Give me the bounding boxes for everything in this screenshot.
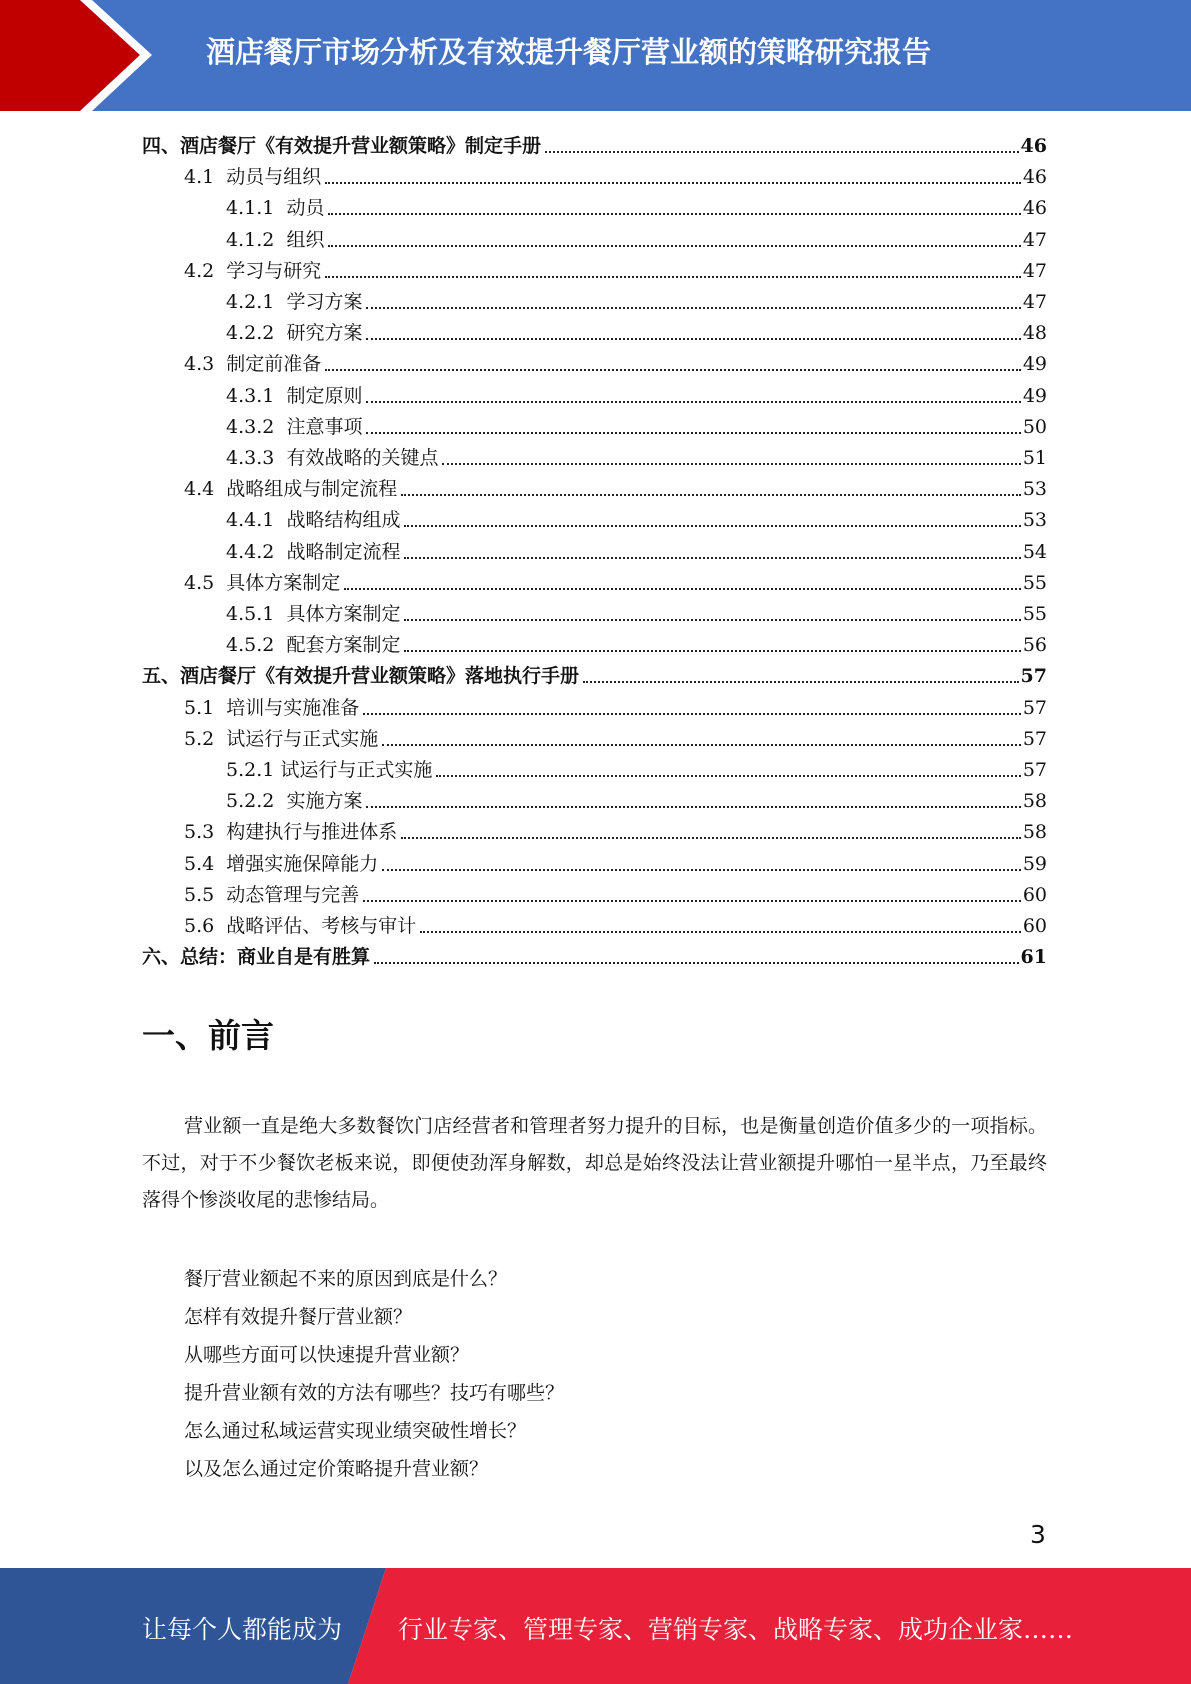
toc-entry-label: 组织 xyxy=(286,228,325,251)
toc-entry-label: 增强实施保障能力 xyxy=(226,852,379,875)
toc-entry-label: 制定前准备 xyxy=(226,353,322,376)
toc-entry-label: 培训与实施准备 xyxy=(226,696,360,719)
toc-entry[interactable] xyxy=(184,721,1047,752)
toc-entry-page: 54 xyxy=(1022,540,1047,563)
toc-entry-number: 4.4.1 xyxy=(226,509,287,532)
toc-entry-page: 60 xyxy=(1022,915,1047,937)
toc-entry[interactable] xyxy=(184,690,1047,721)
toc-entry-number: 5.5 xyxy=(184,883,227,906)
toc-dot-leader xyxy=(366,338,1020,340)
question-item: 提升营业额有效的方法有哪些？技巧有哪些？ xyxy=(184,1382,565,1404)
toc-dot-leader xyxy=(404,525,1020,527)
toc-entry-number: 5.2.2 xyxy=(226,790,287,813)
toc-entry-number: 4.3.2 xyxy=(226,415,287,438)
toc-entry-page: 55 xyxy=(1022,571,1047,594)
toc-entry-number: 5.2.1 xyxy=(226,759,281,781)
toc-dot-leader xyxy=(420,931,1021,933)
toc-entry-number: 4.1.1 xyxy=(226,197,287,220)
page-number: 3 xyxy=(1030,1520,1046,1549)
toc-dot-leader xyxy=(366,432,1020,434)
toc-entry-label: 实施方案 xyxy=(286,790,363,813)
toc-entry[interactable] xyxy=(226,284,1047,315)
toc-entry-number: 4.2 xyxy=(184,259,227,282)
question-item: 从哪些方面可以快速提升营业额？ xyxy=(184,1344,470,1366)
toc-entry-page: 56 xyxy=(1022,634,1047,657)
toc-entry-number: 4.3.1 xyxy=(226,384,287,407)
toc-dot-leader xyxy=(328,245,1020,247)
toc-dot-leader xyxy=(366,401,1020,403)
toc-entry[interactable] xyxy=(142,128,1047,159)
toc-entry[interactable] xyxy=(226,596,1047,627)
toc-entry-page: 49 xyxy=(1022,384,1047,407)
toc-entry[interactable] xyxy=(226,315,1047,346)
toc-entry-number: 5.6 xyxy=(184,915,227,937)
toc-entry[interactable] xyxy=(184,346,1047,377)
toc-entry-number: 4.5.2 xyxy=(226,634,287,657)
toc-entry[interactable] xyxy=(184,814,1047,845)
toc-dot-leader xyxy=(363,900,1021,902)
toc-entry[interactable] xyxy=(142,939,1047,970)
toc-entry-number: 5.4 xyxy=(184,852,227,875)
toc-entry-label: 研究方案 xyxy=(286,322,363,345)
toc-entry[interactable] xyxy=(226,409,1047,440)
question-item: 怎样有效提升餐厅营业额？ xyxy=(184,1306,413,1328)
toc-entry[interactable] xyxy=(184,565,1047,596)
section-heading: 一、前言 xyxy=(142,1016,274,1055)
page-header xyxy=(0,0,1191,111)
toc-dot-leader xyxy=(404,650,1020,652)
toc-entry-label: 动态管理与完善 xyxy=(226,883,360,906)
toc-dot-leader xyxy=(404,557,1020,559)
toc-dot-leader xyxy=(328,213,1020,215)
toc-entry-number: 4.5 xyxy=(184,571,227,594)
toc-entry-number: 4.4 xyxy=(184,478,227,501)
toc-entry-page: 53 xyxy=(1022,478,1047,501)
toc-entry-number: 4.1.2 xyxy=(226,228,287,251)
toc-entry-page: 46 xyxy=(1020,135,1047,157)
toc-dot-leader xyxy=(325,369,1021,371)
toc-dot-leader xyxy=(401,837,1021,839)
toc-entry[interactable] xyxy=(226,627,1047,658)
toc-dot-leader xyxy=(442,463,1020,465)
toc-entry-page: 46 xyxy=(1022,166,1047,189)
toc-entry-label: 动员 xyxy=(286,197,325,220)
toc-entry[interactable] xyxy=(184,159,1047,190)
toc-entry-page: 57 xyxy=(1020,665,1047,688)
toc-entry-number: 5.1 xyxy=(184,696,227,719)
toc-entry-label: 配套方案制定 xyxy=(286,634,401,657)
toc-entry-label: 注意事项 xyxy=(286,415,363,438)
toc-entry-label: 学习与研究 xyxy=(226,259,322,282)
toc-entry-label: 试运行与正式实施 xyxy=(280,759,433,781)
footer-slogan-left: 让每个人都能成为 xyxy=(142,1615,343,1644)
toc-dot-leader xyxy=(583,681,1019,683)
toc-dot-leader xyxy=(382,869,1021,871)
toc-entry-page: 61 xyxy=(1020,946,1047,969)
toc-entry-page: 47 xyxy=(1022,228,1047,251)
toc-entry-page: 58 xyxy=(1022,821,1047,844)
toc-entry-label: 战略组成与制定流程 xyxy=(226,478,398,501)
toc-entry-label: 制定原则 xyxy=(286,384,363,407)
page-footer xyxy=(0,1568,1191,1684)
toc-entry-page: 47 xyxy=(1022,259,1047,282)
toc-entry-label: 战略评估、考核与审计 xyxy=(226,915,417,937)
toc-entry-label: 四、酒店餐厅《有效提升营业额策略》制定手册 xyxy=(142,135,542,157)
toc-entry-page: 46 xyxy=(1022,197,1047,220)
toc-entry[interactable] xyxy=(184,908,1047,939)
toc-entry-page: 50 xyxy=(1022,415,1047,438)
toc-entry[interactable] xyxy=(226,440,1047,471)
toc-entry[interactable] xyxy=(226,378,1047,409)
toc-entry[interactable] xyxy=(226,502,1047,533)
report-title: 酒店餐厅市场分析及有效提升餐厅营业额的策略研究报告 xyxy=(206,35,932,69)
toc-entry[interactable] xyxy=(226,783,1047,814)
toc-entry-page: 51 xyxy=(1022,447,1047,469)
toc-entry[interactable] xyxy=(184,253,1047,284)
toc-entry-number: 4.1 xyxy=(184,166,227,189)
toc-entry-number: 5.2 xyxy=(184,727,227,750)
toc-entry[interactable] xyxy=(184,877,1047,908)
toc-entry-label: 五、酒店餐厅《有效提升营业额策略》落地执行手册 xyxy=(142,665,580,688)
toc-entry-label: 有效战略的关键点 xyxy=(286,447,439,469)
toc-entry-label: 战略制定流程 xyxy=(286,540,401,563)
toc-entry-label: 具体方案制定 xyxy=(226,571,341,594)
toc-dot-leader xyxy=(436,775,1020,777)
toc-dot-leader xyxy=(344,588,1021,590)
toc-entry-number: 4.2.2 xyxy=(226,322,287,345)
toc-entry-label: 六、总结：商业自是有胜算 xyxy=(142,946,371,969)
toc-entry-page: 60 xyxy=(1022,883,1047,906)
toc-entry-page: 59 xyxy=(1022,852,1047,875)
toc-entry-number: 5.3 xyxy=(184,821,227,844)
toc-dot-leader xyxy=(545,151,1019,153)
toc-entry-page: 57 xyxy=(1022,759,1047,781)
toc-entry[interactable] xyxy=(226,222,1047,253)
toc-entry-page: 53 xyxy=(1022,509,1047,532)
toc-dot-leader xyxy=(401,494,1021,496)
footer-slogan-right: 行业专家、管理专家、营销专家、战略专家、成功企业家…… xyxy=(398,1615,1074,1644)
toc-entry-number: 4.2.1 xyxy=(226,291,287,313)
question-item: 怎么通过私域运营实现业绩突破性增长？ xyxy=(184,1420,527,1442)
toc-entry-page: 55 xyxy=(1022,603,1047,625)
toc-entry-label: 战略结构组成 xyxy=(286,509,401,532)
toc-entry-page: 57 xyxy=(1022,727,1047,750)
toc-entry-page: 58 xyxy=(1022,790,1047,813)
toc-entry-label: 试运行与正式实施 xyxy=(226,727,379,750)
toc-entry-number: 4.3 xyxy=(184,353,227,376)
toc-entry-page: 48 xyxy=(1022,322,1047,345)
toc-entry-page: 57 xyxy=(1022,696,1047,719)
toc-entry-number: 4.5.1 xyxy=(226,603,287,625)
toc-dot-leader xyxy=(363,713,1021,715)
toc-dot-leader xyxy=(404,619,1020,621)
toc-dot-leader xyxy=(325,182,1021,184)
toc-entry-label: 构建执行与推进体系 xyxy=(226,821,398,844)
question-item: 餐厅营业额起不来的原因到底是什么？ xyxy=(184,1268,508,1290)
toc-entry[interactable] xyxy=(184,471,1047,502)
toc-entry-number: 4.3.3 xyxy=(226,447,287,469)
toc-entry[interactable] xyxy=(184,846,1047,877)
toc-dot-leader xyxy=(382,744,1021,746)
question-list xyxy=(184,1260,1044,1488)
question-item: 以及怎么通过定价策略提升营业额？ xyxy=(184,1458,489,1480)
toc-dot-leader xyxy=(366,806,1020,808)
toc-entry-page: 47 xyxy=(1022,291,1047,313)
toc-dot-leader xyxy=(325,276,1021,278)
toc-entry-number: 4.4.2 xyxy=(226,540,287,563)
toc-entry-page: 49 xyxy=(1022,353,1047,376)
toc-entry[interactable] xyxy=(226,534,1047,565)
toc-entry[interactable] xyxy=(226,752,1047,783)
toc-entry[interactable] xyxy=(142,658,1047,689)
toc-dot-leader xyxy=(366,307,1020,309)
intro-paragraph: 营业额一直是绝大多数餐饮门店经营者和管理者努力提升的目标，也是衡量创造价值多少的一项指标。不过，对于不少餐饮老板来说，即便使劲浑身解数，却总是始终没法让营业额提升哪怕一星半点，乃至最终落得个惨淡收尾的悲惨结局。 xyxy=(142,1115,1047,1211)
toc-entry[interactable] xyxy=(226,190,1047,221)
toc-dot-leader xyxy=(374,962,1019,964)
toc-entry-label: 学习方案 xyxy=(286,291,363,313)
toc-entry-label: 具体方案制定 xyxy=(286,603,401,625)
toc-entry-label: 动员与组织 xyxy=(226,166,322,189)
